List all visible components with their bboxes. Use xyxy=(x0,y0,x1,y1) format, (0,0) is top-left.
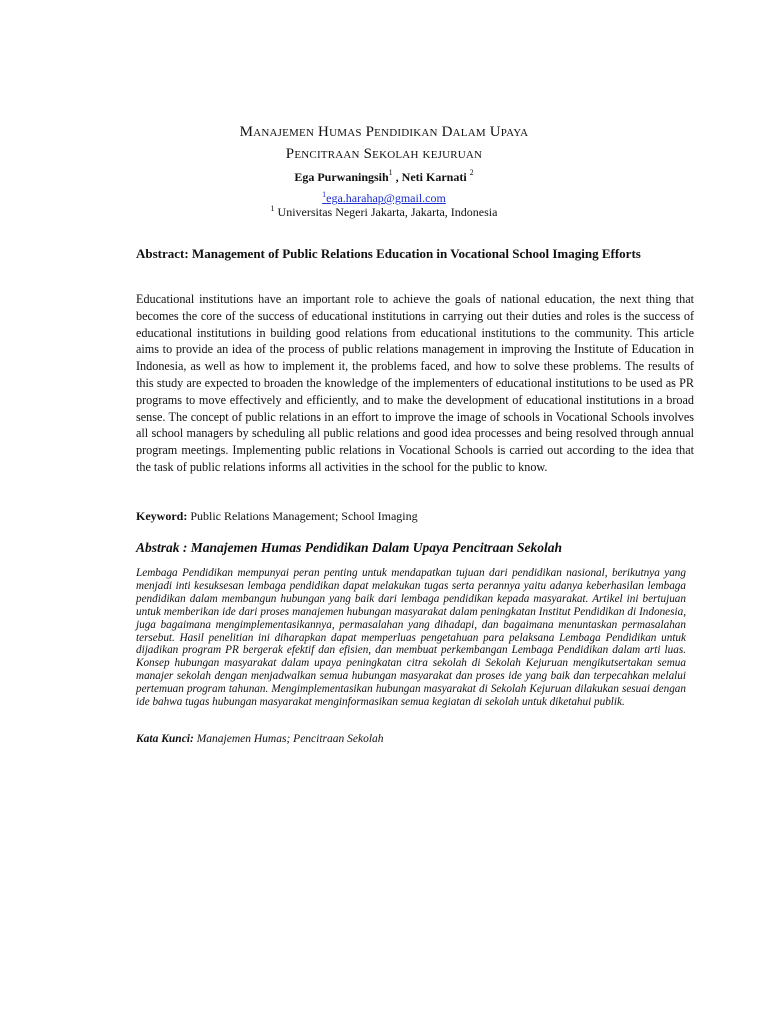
author-affiliation xyxy=(0,204,768,220)
author-2-sup: 2 xyxy=(469,168,474,177)
keyword-label: Keyword: xyxy=(136,509,188,523)
email-sup: 1 xyxy=(322,190,327,199)
author-name-2: , Neti Karnati xyxy=(395,170,467,184)
affiliation-sup: 1 xyxy=(270,204,275,213)
affiliation-text: Universitas Negeri Jakarta, Jakarta, Indonesia xyxy=(277,205,498,219)
paper-title-line1: Manajemen Humas Pendidikan Dalam Upaya xyxy=(239,124,529,140)
abstract-heading: Abstract: Management of Public Relations Education in Vocational School Imaging Efforts xyxy=(136,246,641,261)
paper-title-line2: Pencitraan Sekolah kejuruan xyxy=(285,146,483,162)
abstrak-heading: Abstrak : Manajemen Humas Pendidikan Dalam Upaya Pencitraan Sekolah xyxy=(136,540,563,555)
author-name-1: Ega Purwaningsih xyxy=(294,170,389,184)
keyword-values: Public Relations Management; School Imaging xyxy=(187,509,418,523)
author-email-link[interactable] xyxy=(322,191,446,205)
author-line xyxy=(0,169,768,185)
author-email: ega.harahap@gmail.com xyxy=(326,191,446,205)
kata-kunci-values: Manajemen Humas; Pencitraan Sekolah xyxy=(193,733,384,745)
author-1-sup: 1 xyxy=(388,168,393,177)
kata-kunci-label: Kata Kunci: xyxy=(136,733,194,745)
kata-kunci-line xyxy=(136,733,694,745)
keyword-line xyxy=(136,509,694,524)
abstract-body: Educational institutions have an important role to achieve the goals of national education, the next thing that becomes the core of the success of educational institutions in carrying out their duties and roles is the success of educational institutions in building good relations from educational institutions to the community. This article aims to provide an idea of the process of public relations management in improving the Institute of Education in Indonesia, as well as how to implement it, the problems faced, and how to solve these problems. The results of this study are expected to broaden the knowledge of the implementers of educational institutions to be used as PR programs to move effectively and efficiently, and to make the development of educational institutions in a broad sense. The concept of public relations in an effort to improve the image of schools in Vocational Schools involves all school managers by scheduling all public relations and good idea processes and being resolved through annual program meetings. Implementing public relations in Vocational Schools is carried out according to the idea that the task of public relations informs all activities in the school for the public to know. xyxy=(136,292,694,474)
abstrak-body: Lembaga Pendidikan mempunyai peran penting untuk mendapatkan tujuan dari pendidikan nasional, berikutnya yang menjadi inti kesuksesan lembaga pendidikan dapat melakukan tugas serta perannya yaitu adanya keberhasilan lembaga pendidikan dalam membangun hubungan yang baik dari lembaga pendidikan kepada masyarakat. Artikel ini bertujuan untuk memberikan ide dari proses manajemen hubungan masyarakat dalam peningkatan Institut Pendidikan di Indonesia, juga bagaimana mengimplementasikannya, permasalahan yang dihadapi, dan bagaimana menuntaskan permasalahan tersebut. Hasil penelitian ini diharapkan dapat memperluas pengetahuan para pelaksana Lembaga Pendidikan untuk dijadikan program PR bergerak efektif dan efisien, dan membuat perkembangan Lembaga Pendidikan dalam arti luas. Konsep hubungan masyarakat dalam upaya peningkatan citra sekolah di Sekolah Kejuruan mengikutsertakan semua manajer sekolah dengan menjadwalkan semua hubungan masyarakat dan proses ide yang baik dan terpecahkan melalui pertemuan program tahunan. Mengimplementasikan hubungan masyarakat di Sekolah Kejuruan dilakukan sesuai dengan ide bahwa tugas hubungan masyarakat menginformasikan semua kegiatan di sekolah untuk diketahui publik. xyxy=(136,567,686,709)
